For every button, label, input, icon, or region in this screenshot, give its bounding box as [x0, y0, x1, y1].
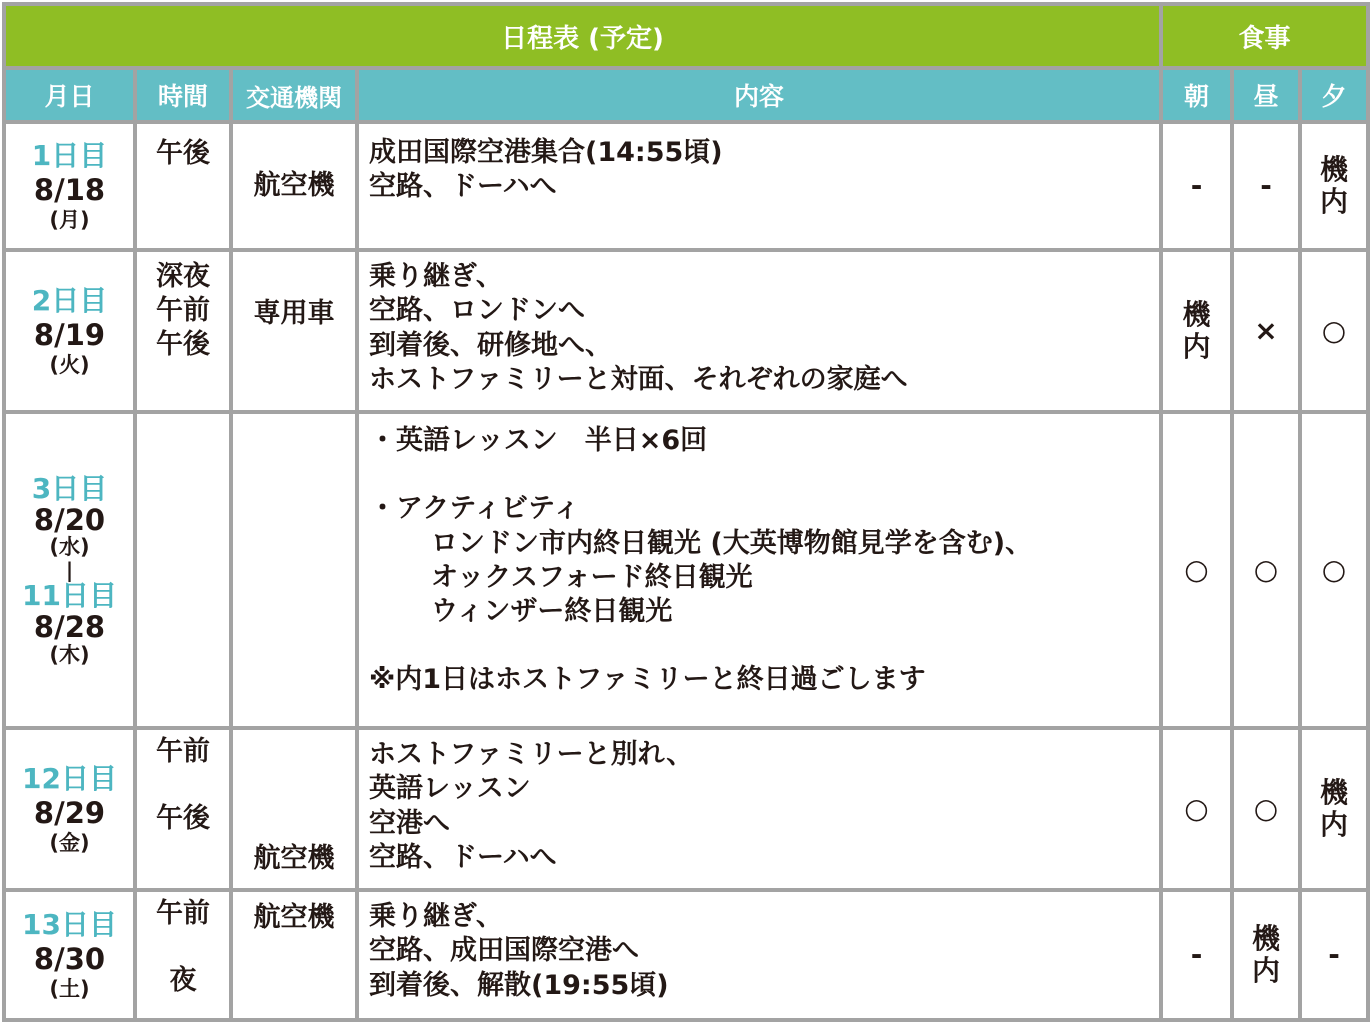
day-label: 1日目: [31, 139, 108, 173]
dinner-cell: ○: [1300, 250, 1368, 412]
content-cell: [357, 412, 1161, 728]
content-line: 空港へ: [369, 807, 450, 839]
date-value: 8/28: [33, 610, 106, 645]
time-label: 午前: [156, 736, 210, 767]
time-cell: [135, 122, 231, 250]
content-line: 成田国際空港集合(14:55頃): [369, 137, 723, 168]
day-of-week: (火): [49, 352, 90, 377]
content-line: ※内1日はホストファミリーと終日過ごします: [369, 664, 926, 696]
schedule-table: [2, 2, 1370, 1022]
date-value: 8/18: [33, 172, 106, 207]
breakfast-cell: ○: [1161, 728, 1232, 890]
day-of-week: (土): [49, 976, 90, 1001]
content-line: 空路、ドーハへ: [369, 171, 557, 203]
day-of-week: (月): [49, 207, 90, 232]
table-row: [4, 412, 1368, 728]
date-cell: [4, 412, 135, 728]
content-line: 空路、成田国際空港へ: [369, 935, 639, 967]
time-label: 午後: [156, 803, 210, 834]
date-value: 8/30: [33, 941, 106, 976]
transport-cell: 専用車: [231, 250, 357, 412]
content-line: 乗り継ぎ、: [369, 901, 503, 932]
col-header-breakfast: 朝: [1161, 68, 1232, 122]
content-line: ・英語レッスン 半日×6回: [369, 425, 708, 456]
breakfast-cell: -: [1161, 890, 1232, 1020]
content-cell: [357, 250, 1161, 412]
content-line: 空路、ロンドンへ: [369, 295, 585, 327]
meal-char: 内: [1320, 808, 1349, 841]
lunch-cell: ×: [1232, 250, 1300, 412]
dinner-cell: [1300, 728, 1368, 890]
dinner-cell: [1300, 122, 1368, 250]
content-cell: [357, 122, 1161, 250]
breakfast-cell: ○: [1161, 412, 1232, 728]
schedule-title: 日程表 (予定): [4, 4, 1161, 68]
col-header-lunch: 昼: [1232, 68, 1300, 122]
day-label: 11日目: [22, 579, 117, 612]
content-cell: [357, 728, 1161, 890]
content-line: 乗り継ぎ、: [369, 261, 503, 292]
meal-char: 機: [1320, 152, 1349, 186]
date-cell: [4, 250, 135, 412]
transport-cell: 航空機: [231, 890, 357, 1020]
table-row: [4, 890, 1368, 1020]
transport-cell: [231, 412, 357, 728]
transport-cell: 航空機: [231, 122, 357, 250]
time-label: 午前: [156, 294, 210, 326]
time-label: 午後: [156, 138, 210, 169]
content-line: 空路、ドーハへ: [369, 841, 557, 873]
content-cell: [357, 890, 1161, 1020]
time-label: 午前: [156, 898, 210, 929]
meal-char: 内: [1320, 185, 1349, 218]
day-of-week: (木): [49, 642, 90, 667]
time-label: 午後: [156, 328, 210, 360]
table-row: [4, 728, 1368, 890]
time-label: 深夜: [156, 261, 210, 292]
dinner-cell: ○: [1300, 412, 1368, 728]
time-cell: [135, 728, 231, 890]
day-of-week: (水): [49, 535, 90, 560]
table-row: [4, 250, 1368, 412]
lunch-cell: -: [1232, 122, 1300, 250]
day-label: 3日目: [31, 471, 108, 505]
lunch-cell: [1232, 890, 1300, 1020]
breakfast-cell: -: [1161, 122, 1232, 250]
day-label: 2日目: [31, 284, 108, 318]
content-line: 到着後、研修地へ、: [369, 329, 612, 361]
date-cell: [4, 728, 135, 890]
meal-char: 機: [1252, 921, 1281, 955]
spacer: [369, 458, 1159, 492]
col-header-dinner: 夕: [1300, 68, 1368, 122]
meal-char: 機: [1182, 297, 1211, 331]
lunch-cell: ○: [1232, 412, 1300, 728]
date-value: 8/19: [33, 317, 106, 352]
table-row: [4, 122, 1368, 250]
breakfast-cell: [1161, 250, 1232, 412]
lunch-cell: ○: [1232, 728, 1300, 890]
col-header-content: 内容: [357, 68, 1161, 122]
date-cell: [4, 890, 135, 1020]
day-label: 13日目: [22, 908, 117, 942]
content-line: 英語レッスン: [369, 773, 531, 805]
day-label: 12日目: [22, 762, 117, 796]
time-cell: [135, 890, 231, 1020]
time-label: 夜: [169, 965, 197, 996]
range-separator: |: [65, 558, 74, 582]
meal-char: 内: [1182, 330, 1211, 363]
col-header-time: 時間: [135, 68, 231, 122]
content-line: ロンドン市内終日観光 (大英博物館見学を含む)、: [431, 527, 1033, 559]
column-header-row: [4, 68, 1368, 122]
content-line: ・アクティビティ: [369, 493, 580, 525]
date-value: 8/29: [33, 795, 106, 830]
date-cell: [4, 122, 135, 250]
time-cell: [135, 250, 231, 412]
day-of-week: (金): [49, 830, 90, 855]
dinner-cell: -: [1300, 890, 1368, 1020]
date-value: 8/20: [33, 503, 106, 538]
transport-cell: 航空機: [231, 728, 357, 890]
meal-char: 内: [1252, 954, 1281, 987]
spacer: [369, 629, 1159, 663]
col-header-date: 月日: [4, 68, 135, 122]
content-line: ホストファミリーと別れ、: [369, 739, 694, 770]
col-header-transport: 交通機関: [231, 68, 357, 122]
content-line: ホストファミリーと対面、それぞれの家庭へ: [369, 363, 908, 395]
content-line: 到着後、解散(19:55頃): [369, 969, 669, 1001]
time-cell: [135, 412, 231, 728]
content-line: ウィンザー終日観光: [431, 596, 673, 628]
content-line: オックスフォード終日観光: [431, 561, 753, 593]
meal-char: 機: [1320, 775, 1349, 809]
meals-title: 食事: [1161, 4, 1368, 68]
title-row: [4, 4, 1368, 68]
